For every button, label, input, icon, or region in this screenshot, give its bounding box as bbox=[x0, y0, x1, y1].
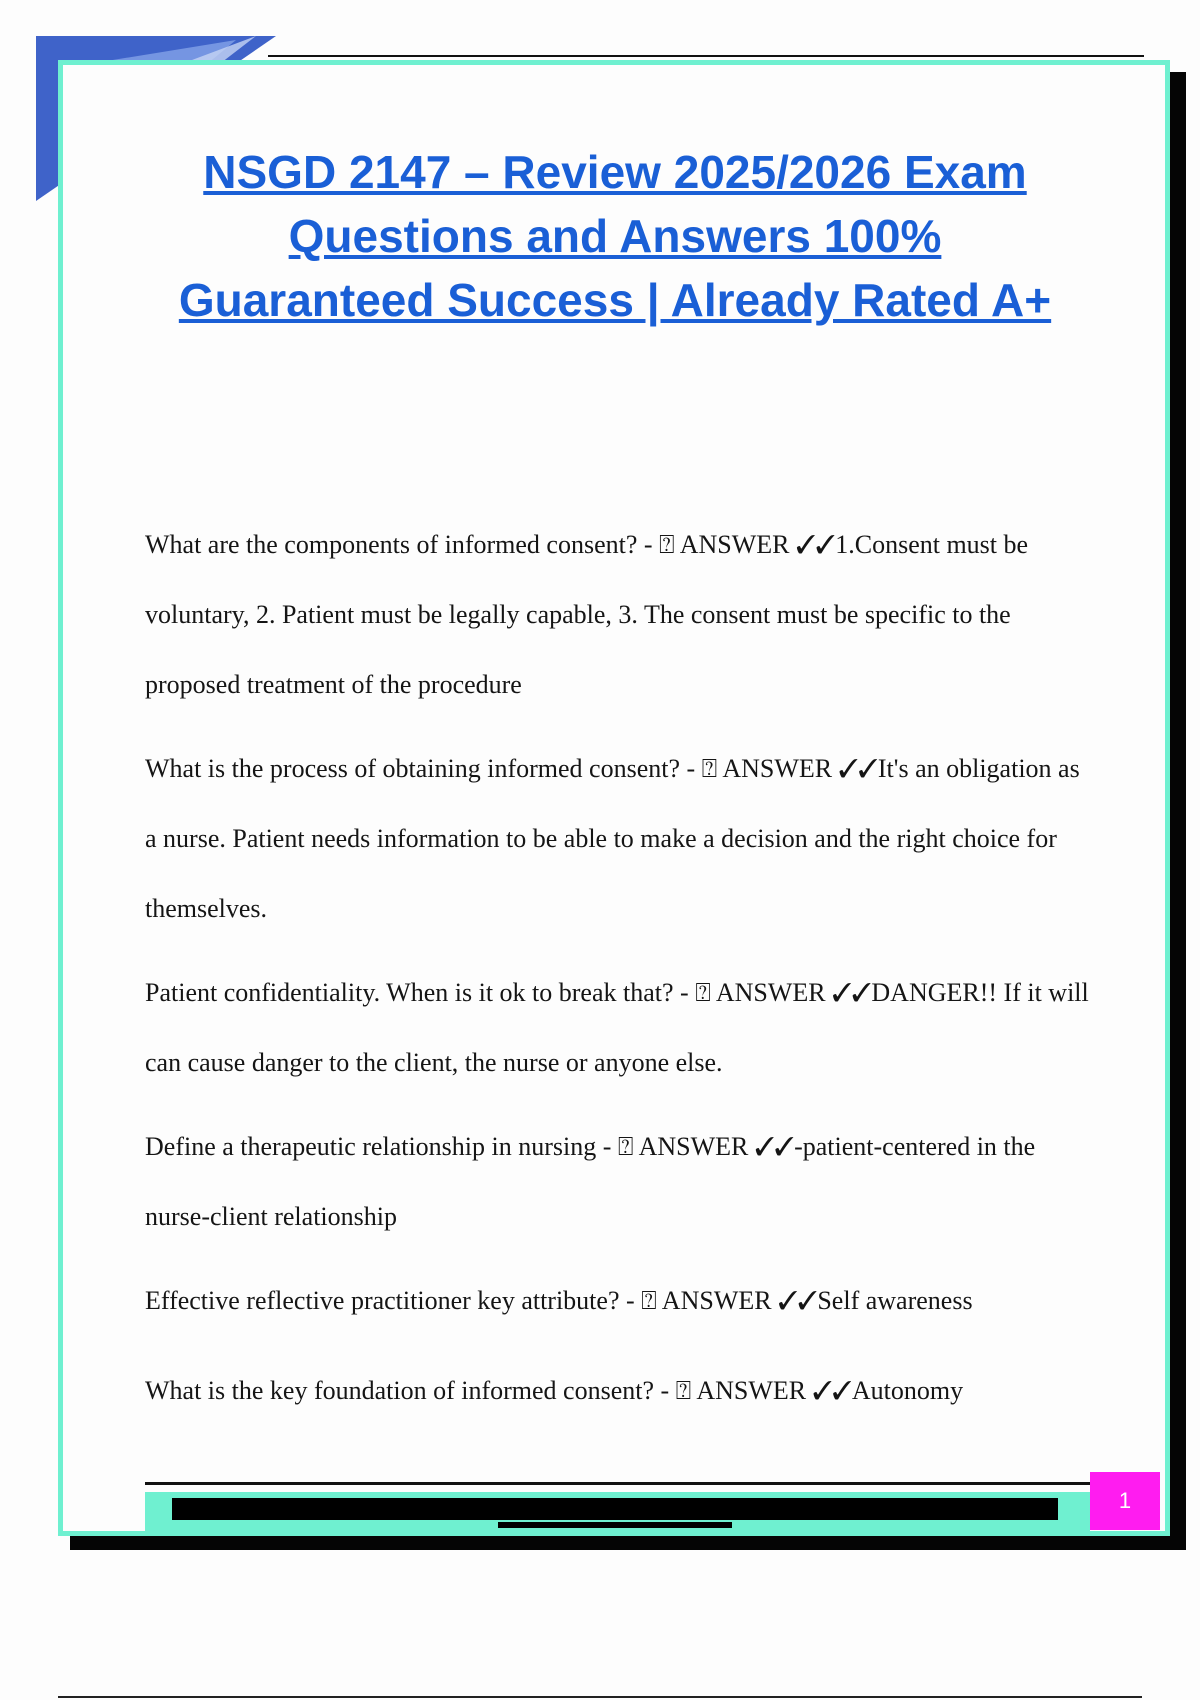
qa-item-5: Effective reflective practitioner key attribute? - ⍰ ANSWER ✓✓Self awareness bbox=[145, 1286, 973, 1315]
bottom-rule bbox=[58, 1696, 1142, 1698]
qa-item-3: Patient confidentiality. When is it ok to break that? - ⍰ ANSWER ✓✓DANGER!! If it will can cause danger to the client, the nurse or anyone else. bbox=[145, 978, 1089, 1077]
title-line-1: NSGD 2147 – Review 2025/2026 Exam bbox=[203, 146, 1027, 198]
footer-rule bbox=[145, 1482, 1090, 1485]
qa-item-6: What is the key foundation of informed consent? - ⍰ ANSWER ✓✓Autonomy bbox=[145, 1376, 964, 1405]
document-title bbox=[70, 140, 1160, 332]
qa-item-1: What are the components of informed consent? - ⍰ ANSWER ✓✓1.Consent must be voluntary, 2. Patient must be legally capable, 3. The consent must be specific to the proposed treatment of the procedure bbox=[145, 530, 1029, 699]
page-number-badge: 1 bbox=[1090, 1472, 1160, 1530]
qa-item-2: What is the process of obtaining informed consent? - ⍰ ANSWER ✓✓It's an obligation as a nurse. Patient needs information to be able to make a decision and the right choice for themselves. bbox=[145, 754, 1080, 923]
title-line-3: Guaranteed Success | Already Rated A+ bbox=[178, 274, 1052, 326]
top-rule bbox=[268, 55, 1144, 57]
footer-small-bar bbox=[498, 1522, 732, 1528]
qa-list bbox=[145, 510, 1095, 1446]
footer-bar bbox=[172, 1498, 1058, 1520]
title-line-2: Questions and Answers 100% bbox=[288, 210, 942, 262]
qa-item-4: Define a therapeutic relationship in nursing - ⍰ ANSWER ✓✓-patient-centered in the nurse-client relationship bbox=[145, 1132, 1036, 1231]
